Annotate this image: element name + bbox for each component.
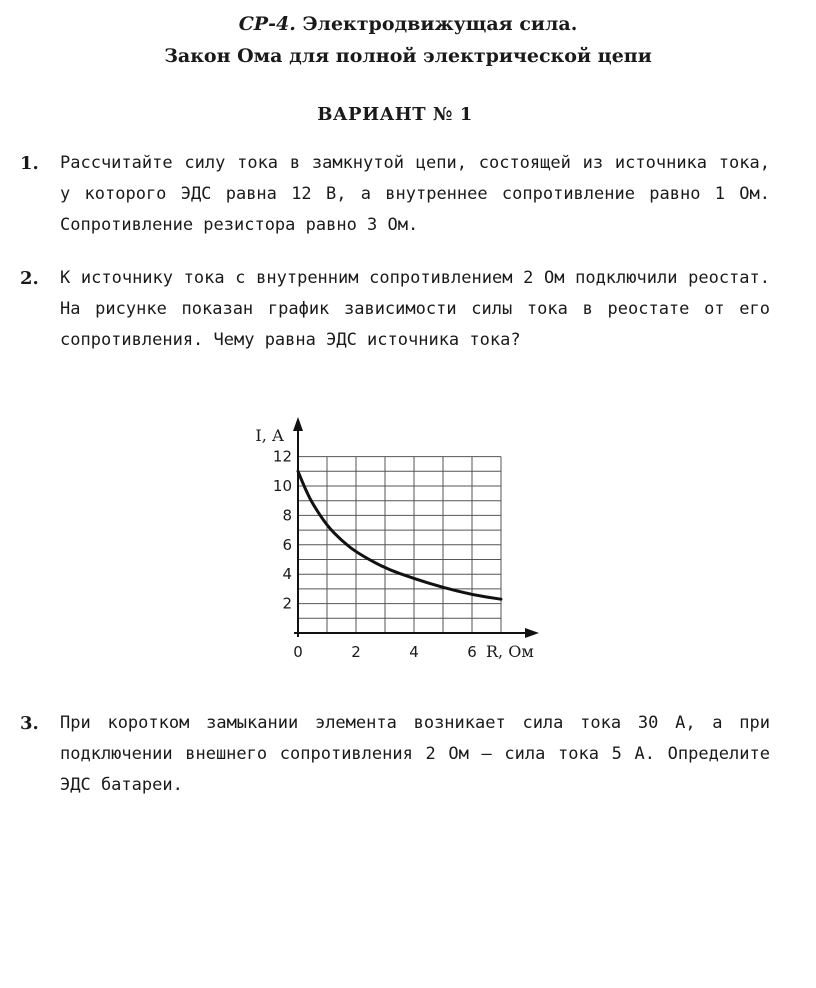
x-tick-label: 6 <box>467 643 477 661</box>
x-tick-label: 4 <box>409 643 419 661</box>
task-3 <box>20 708 770 801</box>
y-tick-label: 4 <box>282 565 292 584</box>
variant-heading: ВАРИАНТ № 1 <box>317 104 473 125</box>
x-tick-label: 0 <box>293 643 303 661</box>
tick-labels <box>273 448 477 661</box>
y-axis-label: I, А <box>255 426 284 445</box>
y-tick-label: 10 <box>272 477 292 495</box>
work-code: СР-4. <box>238 13 296 35</box>
page-subtitle: Закон Ома для полной электрической цепи <box>164 45 652 67</box>
y-tick-label: 12 <box>272 447 292 466</box>
y-tick-label: 6 <box>282 535 292 554</box>
task-text: Рассчитайте силу тока в замкнутой цепи, состоящей из источника тока, у которого ЭДС равна 12 В, а внутреннее сопротивление равно 1 Ом. Сопротивление резистора равно 3 Ом. <box>60 153 770 235</box>
grid <box>298 457 501 633</box>
task-text: К источнику тока с внутренним сопротивлением 2 Ом подключили реостат. На рисунке показан график зависимости силы тока в реостате от его сопротивления. Чему равна ЭДС источника тока? <box>60 268 770 350</box>
header <box>0 8 816 72</box>
task-number: 2. <box>20 268 39 289</box>
task-number: 3. <box>20 713 39 734</box>
y-tick-label: 8 <box>282 506 292 525</box>
task-number: 1. <box>20 153 39 174</box>
y-tick-label: 2 <box>282 594 292 613</box>
task-1 <box>20 148 770 241</box>
x-axis-arrow <box>525 628 539 638</box>
task-text: При коротком замыкании элемента возникает сила тока 30 А, а при подключении внешнего сопротивления 2 Ом — сила тока 5 А. Определите ЭДС батареи. <box>60 713 770 795</box>
x-axis-label: R, Ом <box>486 642 534 661</box>
current-vs-resistance-graph <box>240 405 550 685</box>
curve-layer <box>298 471 501 599</box>
y-axis-arrow <box>293 417 303 431</box>
page-title <box>0 8 816 40</box>
title-text: Электродвижущая сила. <box>295 13 578 35</box>
x-tick-label: 2 <box>351 643 361 661</box>
series-line <box>298 471 501 599</box>
task-2 <box>20 263 770 356</box>
